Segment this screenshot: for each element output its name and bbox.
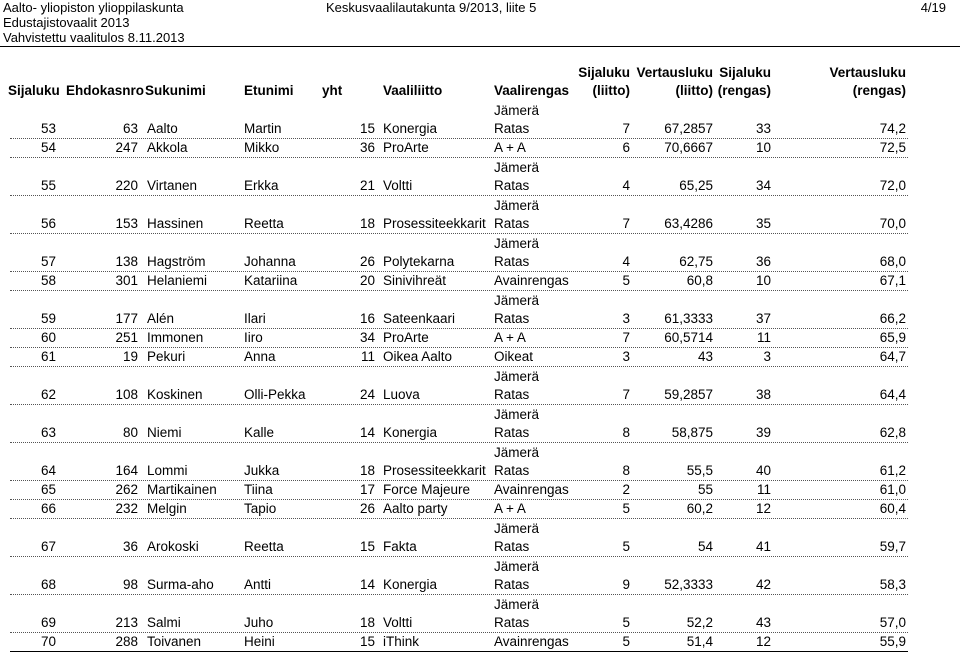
cell-etunimi: Martin [244, 121, 282, 136]
page-number: 4/19 [920, 0, 946, 15]
cell-sija-liitto: 2 [622, 482, 630, 497]
col-sija-liitto-line1: Sijaluku [578, 65, 630, 80]
election-name: Edustajistovaalit 2013 [3, 15, 130, 30]
cell-etunimi: Heini [244, 634, 275, 649]
cell-vaalirengas-line1: Jämerä [494, 407, 540, 422]
cell-sijaluku: 58 [40, 273, 56, 288]
cell-sukunimi: Alén [147, 311, 175, 326]
cell-vaaliliitto: Voltti [383, 615, 413, 630]
cell-ehdokasnro: 164 [115, 463, 138, 478]
cell-etunimi: Reetta [244, 216, 284, 231]
cell-vaalirengas-line1: Jämerä [494, 521, 540, 536]
cell-vaalirengas: Ratas [494, 425, 530, 440]
table-row [0, 101, 960, 139]
cell-ehdokasnro: 251 [115, 330, 138, 345]
cell-yht: 14 [359, 425, 375, 440]
cell-sijaluku: 57 [40, 254, 56, 269]
cell-ehdokasnro: 177 [115, 311, 138, 326]
cell-vert-rengas: 61,0 [879, 482, 906, 497]
cell-vert-rengas: 64,7 [879, 349, 906, 364]
cell-sukunimi: Martikainen [147, 482, 217, 497]
cell-vaaliliitto: Sinivihreät [383, 273, 447, 288]
col-sijaluku: Sijaluku [8, 83, 60, 98]
cell-sija-rengas: 3 [763, 349, 771, 364]
cell-sijaluku: 70 [40, 634, 56, 649]
cell-vaalirengas: Ratas [494, 178, 530, 193]
cell-yht: 18 [359, 463, 375, 478]
cell-sijaluku: 67 [40, 539, 56, 554]
cell-yht: 26 [359, 501, 375, 516]
cell-sija-rengas: 41 [755, 539, 771, 554]
cell-sukunimi: Aalto [147, 121, 178, 136]
table-row [0, 196, 960, 234]
cell-sija-liitto: 5 [622, 634, 630, 649]
cell-vaaliliitto: ProArte [383, 330, 429, 345]
cell-sukunimi: Melgin [147, 501, 187, 516]
cell-sukunimi: Akkola [147, 140, 188, 155]
cell-vaalirengas-line1: Jämerä [494, 597, 540, 612]
cell-sukunimi: Lommi [147, 463, 188, 478]
cell-vert-rengas: 64,4 [879, 387, 906, 402]
table-row [0, 367, 960, 405]
cell-sija-rengas: 42 [755, 577, 771, 592]
cell-sijaluku: 62 [40, 387, 56, 402]
cell-etunimi: Katariina [244, 273, 298, 288]
cell-etunimi: Reetta [244, 539, 284, 554]
cell-vaalirengas: Ratas [494, 121, 530, 136]
cell-sukunimi: Niemi [147, 425, 182, 440]
cell-etunimi: Erkka [244, 178, 279, 193]
cell-etunimi: Mikko [244, 140, 280, 155]
cell-sija-rengas: 11 [756, 330, 771, 345]
cell-yht: 18 [359, 615, 375, 630]
col-vaalirengas: Vaalirengas [494, 83, 570, 98]
cell-sukunimi: Helaniemi [147, 273, 208, 288]
cell-ehdokasnro: 301 [115, 273, 138, 288]
cell-sija-rengas: 12 [755, 501, 771, 516]
cell-yht: 20 [359, 273, 375, 288]
col-vert-rengas-line2: (rengas) [852, 83, 906, 98]
cell-vaaliliitto: Sateenkaari [383, 311, 456, 326]
cell-vert-liitto: 67,2857 [664, 121, 713, 136]
cell-sija-rengas: 36 [755, 254, 771, 269]
col-sija-rengas-line2: (rengas) [717, 83, 771, 98]
cell-sukunimi: Surma-aho [147, 577, 214, 592]
cell-etunimi: Olli-Pekka [244, 387, 306, 402]
cell-vaaliliitto: Fakta [383, 539, 417, 554]
cell-etunimi: Tiina [244, 482, 273, 497]
cell-vert-liitto: 60,8 [686, 273, 713, 288]
table-row [0, 633, 960, 652]
cell-vaaliliitto: Konergia [383, 425, 438, 440]
cell-vert-liitto: 52,2 [686, 615, 713, 630]
cell-vert-liitto: 61,3333 [664, 311, 713, 326]
col-yht: yht [322, 83, 343, 98]
cell-ehdokasnro: 19 [122, 349, 138, 364]
cell-vert-rengas: 59,7 [879, 539, 906, 554]
cell-vert-rengas: 62,8 [879, 425, 906, 440]
cell-vert-rengas: 61,2 [879, 463, 906, 478]
cell-vaaliliitto: Voltti [383, 178, 413, 193]
cell-vaaliliitto: Aalto party [383, 501, 448, 516]
cell-etunimi: Juho [244, 615, 274, 630]
col-vert-liitto-line1: Vertausluku [636, 65, 713, 80]
cell-yht: 26 [359, 254, 375, 269]
cell-vert-rengas: 70,0 [879, 216, 906, 231]
org-name: Aalto- yliopiston ylioppilaskunta [3, 0, 184, 15]
cell-sijaluku: 65 [40, 482, 56, 497]
cell-ehdokasnro: 138 [115, 254, 138, 269]
table-row [0, 500, 960, 519]
cell-ehdokasnro: 153 [115, 216, 138, 231]
cell-vert-rengas: 57,0 [879, 615, 906, 630]
cell-sija-rengas: 12 [755, 634, 771, 649]
cell-ehdokasnro: 80 [122, 425, 138, 440]
table-row [0, 329, 960, 348]
cell-vaalirengas: Ratas [494, 539, 530, 554]
cell-vaaliliitto: Luova [383, 387, 420, 402]
col-sija-rengas-line1: Sijaluku [719, 65, 771, 80]
cell-yht: 15 [359, 121, 375, 136]
cell-ehdokasnro: 247 [115, 140, 138, 155]
cell-sija-liitto: 7 [622, 121, 630, 136]
cell-sija-liitto: 6 [622, 140, 630, 155]
cell-sukunimi: Immonen [147, 330, 204, 345]
cell-vaalirengas: Avainrengas [494, 482, 569, 497]
cell-vert-liitto: 51,4 [686, 634, 713, 649]
cell-vaaliliitto: Polytekarna [383, 254, 455, 269]
cell-vert-rengas: 60,4 [879, 501, 906, 516]
cell-vert-liitto: 52,3333 [664, 577, 713, 592]
cell-sija-rengas: 10 [755, 140, 771, 155]
table-row [0, 443, 960, 481]
cell-sija-rengas: 37 [755, 311, 771, 326]
cell-sukunimi: Virtanen [147, 178, 198, 193]
cell-sija-liitto: 8 [622, 425, 630, 440]
cell-vert-liitto: 60,2 [686, 501, 713, 516]
cell-ehdokasnro: 232 [115, 501, 138, 516]
cell-vaaliliitto: Konergia [383, 121, 438, 136]
cell-sija-rengas: 33 [755, 121, 771, 136]
cell-sukunimi: Arokoski [147, 539, 199, 554]
cell-vaalirengas: A + A [494, 140, 526, 155]
cell-etunimi: Johanna [244, 254, 296, 269]
col-vaaliliitto: Vaaliliitto [383, 83, 443, 98]
cell-vert-liitto: 63,4286 [664, 216, 713, 231]
col-vert-liitto-line2: (liitto) [675, 83, 713, 98]
cell-vaaliliitto: Konergia [383, 577, 438, 592]
cell-sija-liitto: 7 [622, 330, 630, 345]
cell-sija-liitto: 4 [622, 178, 630, 193]
cell-vert-rengas: 72,5 [879, 140, 906, 155]
cell-sija-rengas: 10 [755, 273, 771, 288]
cell-sijaluku: 69 [40, 615, 56, 630]
cell-ehdokasnro: 213 [115, 615, 138, 630]
table-row [0, 519, 960, 557]
cell-sija-liitto: 5 [622, 501, 630, 516]
cell-vaalirengas: Ratas [494, 254, 530, 269]
cell-sija-rengas: 11 [756, 482, 771, 497]
table-row [0, 272, 960, 291]
cell-sija-rengas: 39 [755, 425, 771, 440]
cell-vaalirengas: Ratas [494, 216, 530, 231]
cell-ehdokasnro: 98 [122, 577, 138, 592]
cell-vaalirengas-line1: Jämerä [494, 293, 540, 308]
cell-etunimi: Iiro [244, 330, 263, 345]
cell-vert-rengas: 67,1 [879, 273, 906, 288]
table-row [0, 557, 960, 595]
cell-sijaluku: 55 [40, 178, 56, 193]
cell-vaaliliitto: ProArte [383, 140, 429, 155]
cell-sija-liitto: 9 [622, 577, 630, 592]
cell-vert-rengas: 58,3 [879, 577, 906, 592]
cell-vert-liitto: 65,25 [679, 178, 713, 193]
cell-ehdokasnro: 262 [115, 482, 138, 497]
cell-vaalirengas-line1: Jämerä [494, 160, 540, 175]
cell-sijaluku: 64 [40, 463, 56, 478]
cell-sija-liitto: 3 [622, 349, 630, 364]
table-row [0, 348, 960, 367]
cell-vaalirengas-line1: Jämerä [494, 369, 540, 384]
cell-etunimi: Tapio [244, 501, 277, 516]
col-sija-liitto-line2: (liitto) [592, 83, 630, 98]
cell-vaalirengas: A + A [494, 330, 526, 345]
cell-vert-liitto: 70,6667 [664, 140, 713, 155]
cell-sukunimi: Koskinen [147, 387, 203, 402]
cell-etunimi: Jukka [244, 463, 280, 478]
table-row [0, 291, 960, 329]
cell-ehdokasnro: 220 [115, 178, 138, 193]
cell-vaalirengas: Ratas [494, 311, 530, 326]
cell-ehdokasnro: 63 [122, 121, 138, 136]
cell-yht: 18 [359, 216, 375, 231]
cell-vaaliliitto: Prosessiteekkarit [383, 216, 486, 231]
confirmation-date: Vahvistettu vaalitulos 8.11.2013 [3, 30, 185, 45]
cell-sija-liitto: 7 [622, 387, 630, 402]
cell-sija-liitto: 5 [622, 615, 630, 630]
cell-vert-liitto: 62,75 [679, 254, 713, 269]
cell-vert-rengas: 65,9 [879, 330, 906, 345]
cell-sijaluku: 53 [40, 121, 56, 136]
cell-yht: 15 [359, 634, 375, 649]
col-vert-rengas-line1: Vertausluku [829, 65, 906, 80]
cell-yht: 17 [359, 482, 375, 497]
cell-etunimi: Ilari [244, 311, 266, 326]
cell-sukunimi: Hagström [147, 254, 206, 269]
col-etunimi: Etunimi [244, 83, 294, 98]
cell-vert-liitto: 55 [697, 482, 713, 497]
cell-vert-rengas: 72,0 [879, 178, 906, 193]
cell-vert-liitto: 58,875 [671, 425, 713, 440]
cell-etunimi: Kalle [244, 425, 275, 440]
cell-vaalirengas: Ratas [494, 615, 530, 630]
cell-yht: 24 [359, 387, 375, 402]
cell-yht: 34 [359, 330, 375, 345]
cell-vaaliliitto: Oikea Aalto [383, 349, 453, 364]
cell-sukunimi: Toivanen [147, 634, 202, 649]
table-row [0, 595, 960, 633]
cell-vert-liitto: 54 [697, 539, 713, 554]
cell-vaalirengas: Ratas [494, 463, 530, 478]
cell-vaaliliitto: Prosessiteekkarit [383, 463, 486, 478]
cell-vert-rengas: 74,2 [879, 121, 906, 136]
cell-yht: 36 [359, 140, 375, 155]
cell-vaalirengas-line1: Jämerä [494, 559, 540, 574]
cell-sija-rengas: 34 [755, 178, 771, 193]
cell-sija-rengas: 35 [755, 216, 771, 231]
col-ehdokasnro: Ehdokasnro [66, 83, 145, 98]
table-row [0, 139, 960, 158]
cell-vaalirengas: Avainrengas [494, 634, 569, 649]
cell-sijaluku: 66 [40, 501, 56, 516]
cell-vaalirengas: Avainrengas [494, 273, 569, 288]
cell-sukunimi: Salmi [147, 615, 181, 630]
cell-ehdokasnro: 288 [115, 634, 138, 649]
cell-sija-liitto: 5 [622, 539, 630, 554]
cell-vaalirengas: Ratas [494, 387, 530, 402]
cell-ehdokasnro: 108 [115, 387, 138, 402]
cell-yht: 11 [360, 349, 375, 364]
cell-vaaliliitto: iThink [383, 634, 420, 649]
table-row [0, 405, 960, 443]
header-rule [0, 46, 960, 47]
cell-etunimi: Antti [244, 577, 272, 592]
cell-yht: 15 [359, 539, 375, 554]
col-sukunimi: Sukunimi [145, 83, 206, 98]
cell-vaalirengas-line1: Jämerä [494, 236, 540, 251]
cell-vert-liitto: 60,5714 [664, 330, 713, 345]
cell-vert-rengas: 55,9 [879, 634, 906, 649]
cell-yht: 14 [359, 577, 375, 592]
cell-sija-liitto: 4 [622, 254, 630, 269]
cell-vaalirengas: Ratas [494, 577, 530, 592]
cell-sija-liitto: 8 [622, 463, 630, 478]
cell-yht: 21 [359, 178, 375, 193]
document-reference: Keskusvaalilautakunta 9/2013, liite 5 [326, 0, 537, 15]
cell-sukunimi: Pekuri [147, 349, 186, 364]
cell-sijaluku: 60 [40, 330, 56, 345]
cell-vert-rengas: 68,0 [879, 254, 906, 269]
table-row [0, 481, 960, 500]
cell-sija-rengas: 38 [755, 387, 771, 402]
cell-etunimi: Anna [244, 349, 276, 364]
cell-vert-liitto: 43 [697, 349, 713, 364]
cell-sija-rengas: 40 [755, 463, 771, 478]
cell-vert-rengas: 66,2 [879, 311, 906, 326]
cell-sija-liitto: 3 [622, 311, 630, 326]
cell-sijaluku: 63 [40, 425, 56, 440]
cell-vaalirengas-line1: Jämerä [494, 198, 540, 213]
cell-vert-liitto: 59,2857 [664, 387, 713, 402]
cell-sijaluku: 68 [40, 577, 56, 592]
cell-sija-rengas: 43 [755, 615, 771, 630]
cell-vaalirengas-line1: Jämerä [494, 445, 540, 460]
cell-vaaliliitto: Force Majeure [383, 482, 471, 497]
table-row [0, 234, 960, 272]
cell-vaalirengas: A + A [494, 501, 526, 516]
cell-sijaluku: 54 [40, 140, 56, 155]
cell-sukunimi: Hassinen [147, 216, 204, 231]
cell-sijaluku: 56 [40, 216, 56, 231]
cell-vaalirengas: Oikeat [494, 349, 534, 364]
cell-vert-liitto: 55,5 [686, 463, 713, 478]
cell-sija-liitto: 5 [622, 273, 630, 288]
cell-ehdokasnro: 36 [122, 539, 138, 554]
cell-vaalirengas-line1: Jämerä [494, 103, 540, 118]
cell-yht: 16 [359, 311, 375, 326]
cell-sija-liitto: 7 [622, 216, 630, 231]
cell-sijaluku: 61 [40, 349, 56, 364]
table-row [0, 158, 960, 196]
cell-sijaluku: 59 [40, 311, 56, 326]
